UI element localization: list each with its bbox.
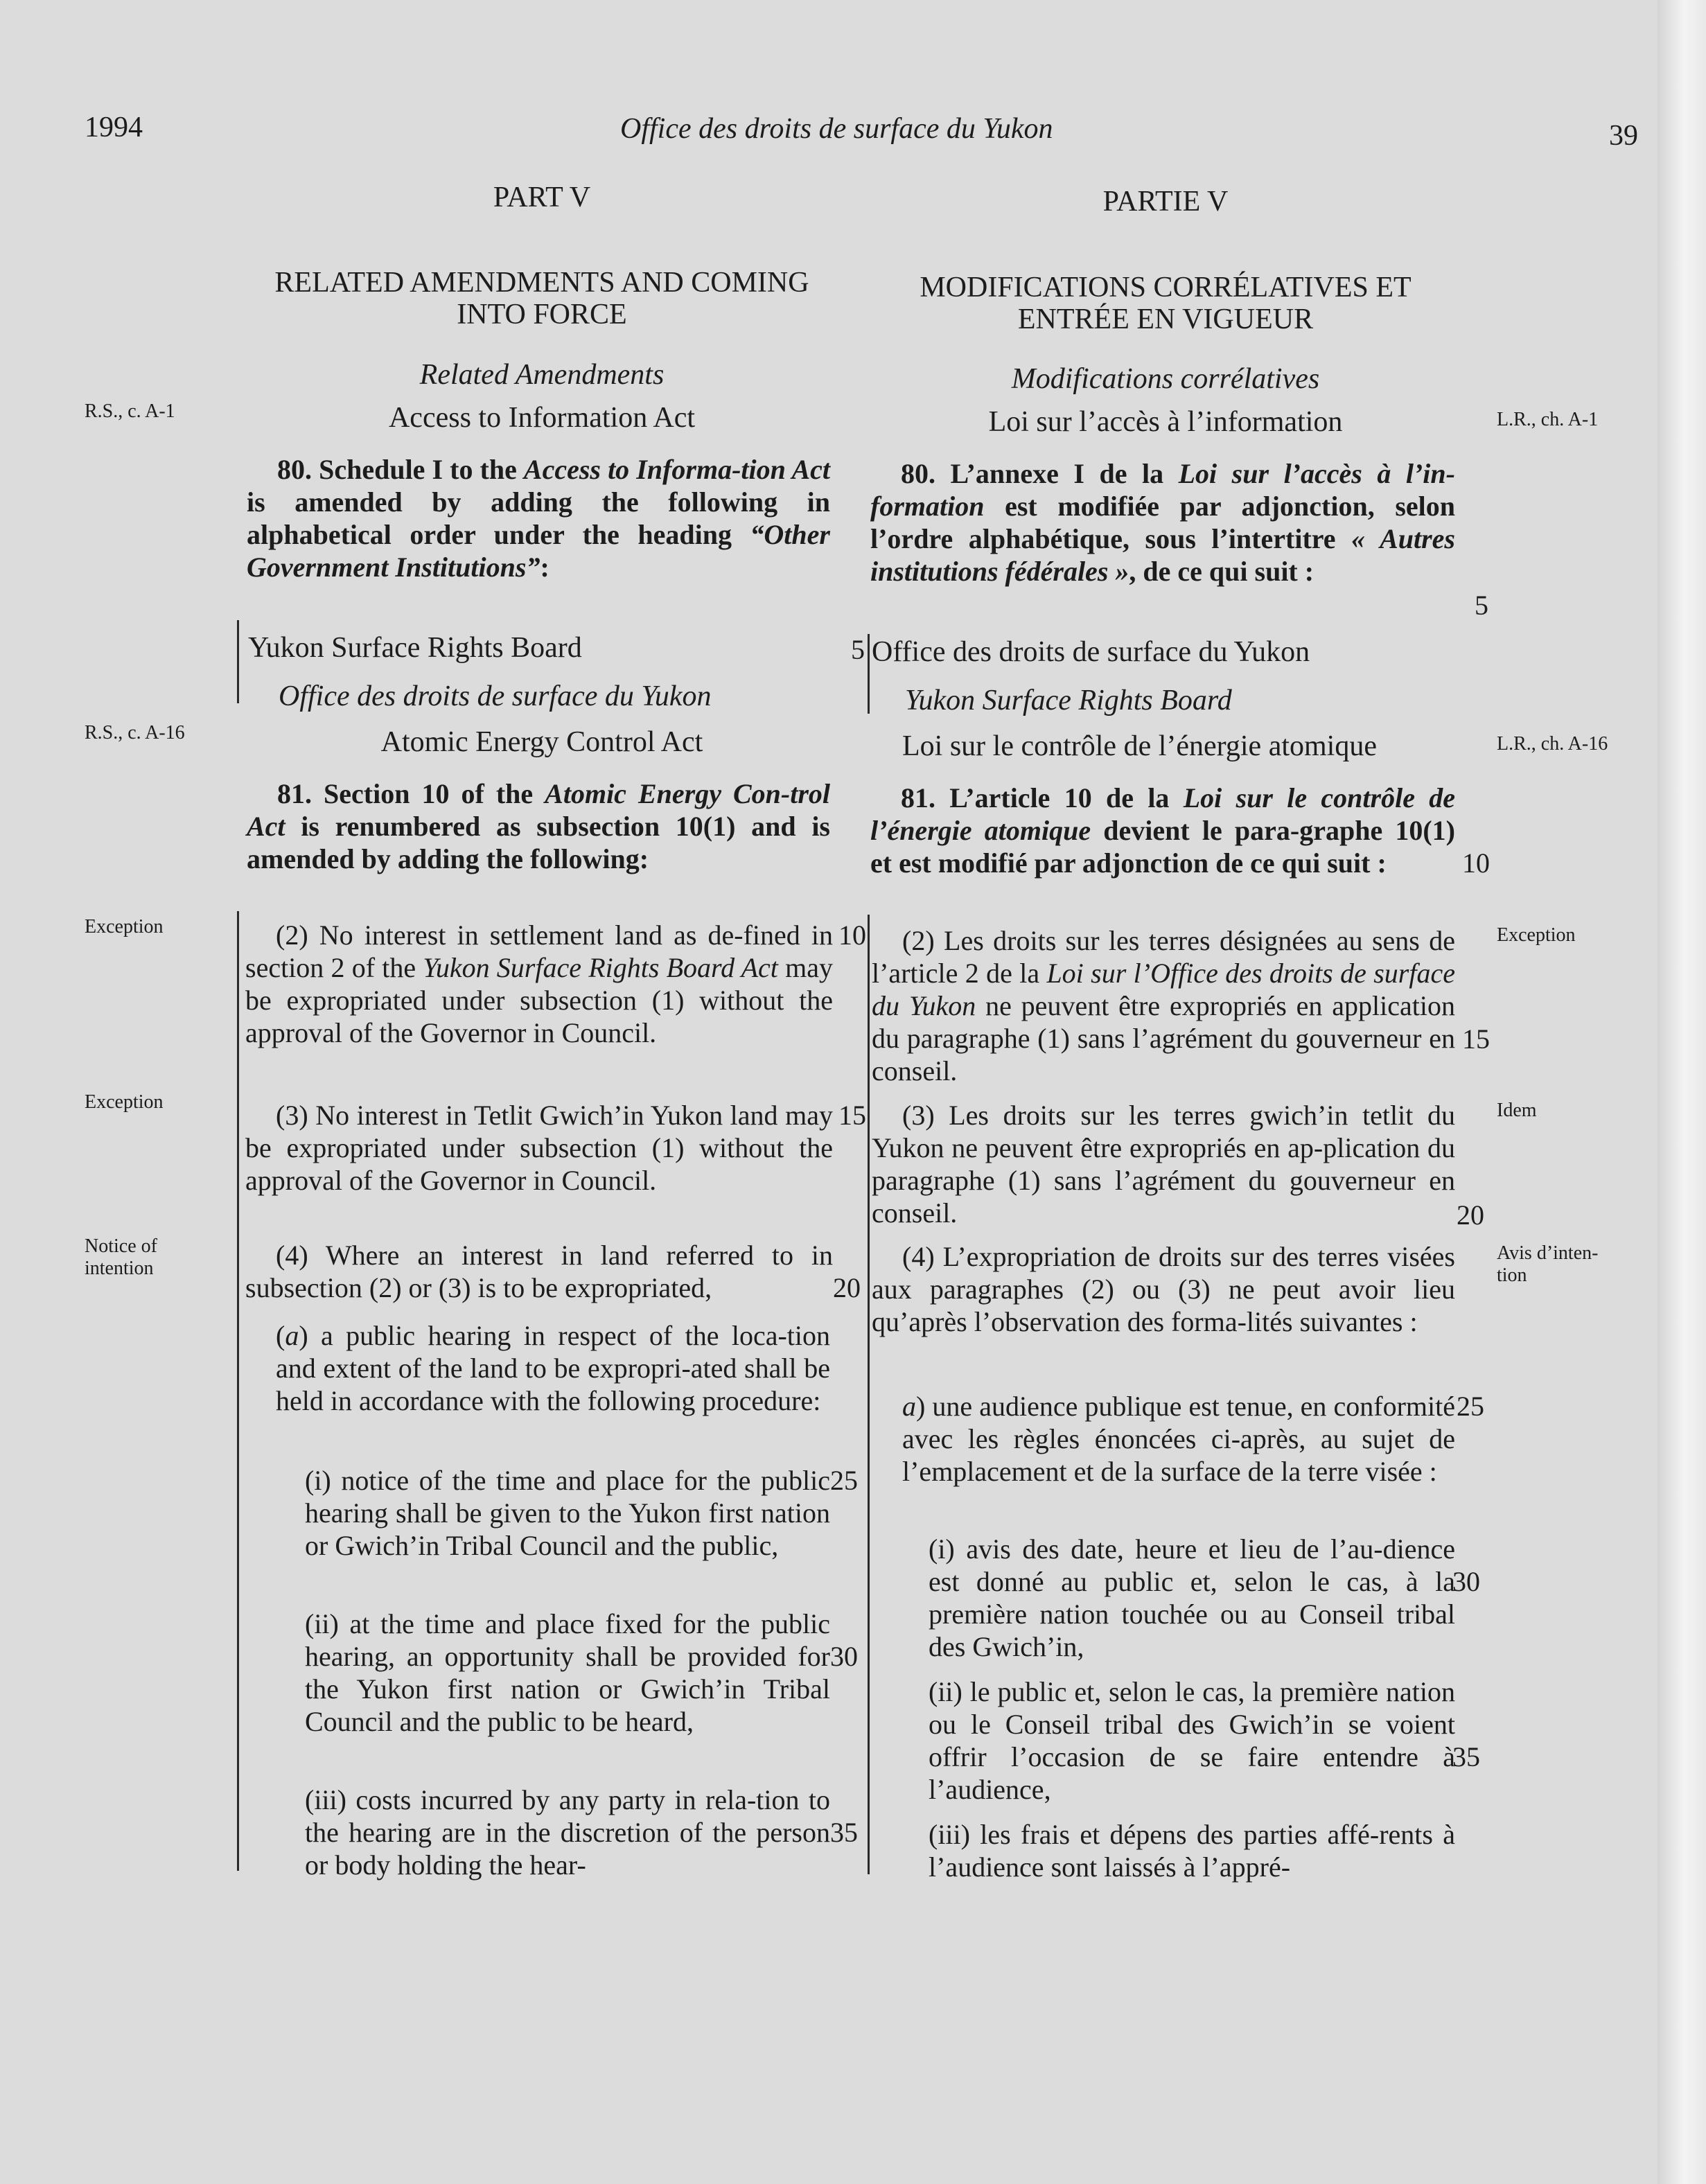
margin-note-lr-a1: L.R., ch. A-1 [1497, 409, 1599, 430]
right-line-number-10: 10 [1462, 847, 1490, 879]
left-act-atomic-energy: Atomic Energy Control Act [380, 726, 703, 758]
left-subpara-ii: (ii) at the time and place fixed for the public hearing, an opportunity shall be provided for the Yukon first nation or Gwich’in Tribal Council and the public to be heard, [305, 1608, 830, 1737]
left-line-number-10: 10 [838, 919, 866, 951]
right-entry-office-droits: Office des droits de surface du Yukon [872, 636, 1310, 668]
header-year: 1994 [85, 112, 143, 143]
right-rule-entry [868, 634, 870, 714]
right-subpara-iii: (iii) les frais et dépens des parties affé-rents à l’audience sont laissés à l’appré- [929, 1819, 1455, 1883]
right-part-heading: PARTIE V [1102, 186, 1229, 218]
margin-note-exception-3: Exception [85, 1091, 164, 1113]
margin-note-lr-a16: L.R., ch. A-16 [1497, 733, 1608, 755]
left-section-81: 81. Section 10 of the Atomic Energy Con-trol Act is renumbered as subsection 10(1) and is amended by adding the following: [247, 778, 830, 874]
left-part-title: RELATED AMENDMENTS AND COMING INTO FORCE [274, 267, 809, 331]
header-title: Office des droits de surface du Yukon [620, 113, 1053, 145]
right-section-80: 80. L’annexe I de la Loi sur l’accès à l’in-formation est modifiée par adjonction, selon l’ordre alphabétique, sous l’intertitre « Autres institutions fédérales », de ce qui suit : [870, 458, 1455, 587]
left-section-80: 80. Schedule I to the Access to Informa-tion Act is amended by adding the following in alphabetical order under the heading “Other Government Institutions”: [247, 454, 830, 583]
left-entry-yukon-board: Yukon Surface Rights Board [248, 632, 582, 664]
right-paragraph-a: a) une audience publique est tenue, en conformité avec les règles énoncées ci-après, au sujet de l’emplacement et de la surface de la terre visée : [902, 1391, 1455, 1487]
right-subsection-2: (2) Les droits sur les terres désignées au sens de l’article 2 de la Loi sur l’Office des droits de surface du Yukon ne peuvent être expropriés en application du paragraphe (1) sans l’agrément du gouverneur en conseil. [872, 925, 1455, 1086]
left-subpara-i: (i) notice of the time and place for the public hearing shall be given to the Yukon first nation or Gwich’in Tribal Council and the public, [305, 1465, 830, 1561]
left-line-number-25: 25 [830, 1465, 858, 1496]
left-rule-body [237, 911, 239, 1871]
left-subsection-4: (4) Where an interest in land referred to in subsection (2) or (3) is to be expropriated, [245, 1240, 833, 1303]
margin-note-exception-fr: Exception [1497, 924, 1576, 946]
left-line-number-35: 35 [830, 1817, 858, 1848]
right-entry-yukon-board: Yukon Surface Rights Board [905, 685, 1232, 716]
page-number: 39 [1609, 120, 1638, 152]
right-subsection-4: (4) L’expropriation de droits sur des terres visées aux paragraphes (2) ou (3) ne peut avoir lieu qu’après l’observation des forma-lités suivantes : [872, 1241, 1455, 1337]
margin-note-notice-of-intention: Notice of intention [85, 1235, 157, 1279]
right-line-number-20: 20 [1457, 1199, 1484, 1231]
right-part-title: MODIFICATIONS CORRÉLATIVES ET ENTRÉE EN VIGUEUR [920, 272, 1412, 335]
left-rule-entry [237, 620, 239, 703]
left-line-number-20: 20 [833, 1272, 861, 1303]
margin-note-rs-a1: R.S., c. A-1 [85, 400, 175, 422]
margin-note-avis-intention: Avis d’inten-tion [1497, 1242, 1599, 1286]
right-rule-body [868, 915, 870, 1874]
right-act-acces-info: Loi sur l’accès à l’information [988, 406, 1343, 438]
left-line-number-5: 5 [851, 634, 865, 665]
right-line-number-35: 35 [1452, 1741, 1480, 1772]
left-subsection-3: (3) No interest in Tetlit Gwich’in Yukon land may be expropriated under subsection (1) without the approval of the Governor in Council. [245, 1100, 833, 1196]
right-line-number-5: 5 [1475, 590, 1488, 621]
left-subpara-iii: (iii) costs incurred by any party in rela-tion to the hearing are in the discretion of the person or body holding the hear- [305, 1784, 830, 1881]
left-line-number-15: 15 [838, 1100, 866, 1131]
right-subpara-ii: (ii) le public et, selon le cas, la première nation ou le Conseil tribal des Gwich’in se voient offrir l’occasion de se faire entendre à l’audience, [929, 1676, 1455, 1805]
left-subsection-2: (2) No interest in settlement land as de-fined in section 2 of the Yukon Surface Rights Board Act may be expropriated under subsection (1) without the approval of the Governor in Council. [245, 919, 833, 1048]
margin-note-idem: Idem [1497, 1100, 1537, 1121]
left-act-access-info: Access to Information Act [388, 402, 696, 434]
right-subsection-3: (3) Les droits sur les terres gwich’in tetlit du Yukon ne peuvent être expropriés en ap-plication du paragraphe (1) sans l’agrément du gouverneur en conseil. [872, 1100, 1455, 1228]
right-line-number-30: 30 [1452, 1566, 1480, 1597]
margin-note-rs-a16: R.S., c. A-16 [85, 722, 185, 743]
left-line-number-30: 30 [830, 1641, 858, 1672]
margin-note-exception-2: Exception [85, 916, 164, 937]
right-subheading: Modifications corrélatives [1011, 363, 1320, 395]
right-subpara-i: (i) avis des date, heure et lieu de l’au-dience est donné au public et, selon le cas, à la première nation touchée ou au Conseil tribal des Gwich’in, [929, 1533, 1455, 1662]
right-line-number-25: 25 [1457, 1391, 1484, 1422]
left-entry-office-droits: Office des droits de surface du Yukon [279, 680, 712, 712]
right-act-controle-energie: Loi sur le contrôle de l’énergie atomique [902, 730, 1377, 762]
page-edge [1657, 0, 1706, 2184]
left-part-heading: PART V [493, 182, 591, 213]
left-paragraph-a: (a) a public hearing in respect of the loca-tion and extent of the land to be expropri-ated shall be held in accordance with the following procedure: [276, 1320, 830, 1416]
right-section-81: 81. L’article 10 de la Loi sur le contrôle de l’énergie atomique devient le para-graphe 10(1) et est modifié par adjonction de ce qui suit : [870, 782, 1456, 879]
left-subheading: Related Amendments [419, 359, 665, 391]
right-line-number-15: 15 [1462, 1023, 1490, 1055]
